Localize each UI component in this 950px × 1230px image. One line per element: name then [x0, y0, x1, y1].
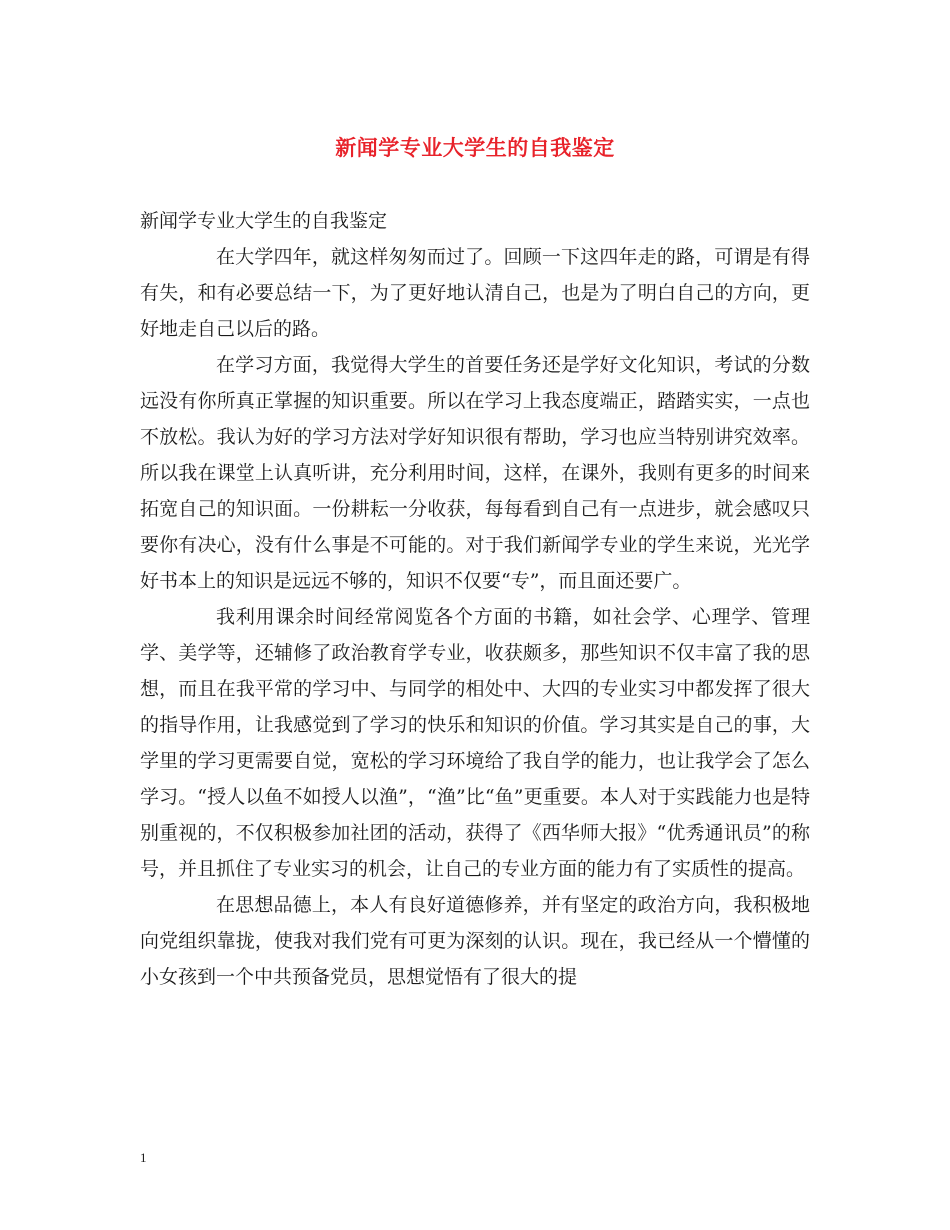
page-number: 1 — [140, 1150, 147, 1165]
document-body — [140, 203, 810, 995]
document-subtitle: 新闻学专业大学生的自我鉴定 — [140, 210, 388, 232]
paragraph-intro: 在大学四年，就这样匆匆而过了。回顾一下这四年走的路，可谓是有得有失，和有必要总结一下，为了更好地认清自己，也是为了明白自己的方向，更好地走自己以后的路。 — [140, 246, 810, 340]
paragraph-study: 在学习方面，我觉得大学生的首要任务还是学好文化知识，考试的分数远没有你所真正掌握的知识重要。所以在学习上我态度端正，踏踏实实，一点也不放松。我认为好的学习方法对学好知识很有帮助，学习也应当特别讲究效率。所以我在课堂上认真听讲，充分利用时间，这样，在课外，我则有更多的时间来拓宽自己的知识面。一份耕耘一分收获，每每看到自己有一点进步，就会感叹只要你有决心，没有什么事是不可能的。对于我们新闻学专业的学生来说，光光学好书本上的知识是远远不够的，知识不仅要“专”，而且面还要广。 — [140, 354, 810, 592]
paragraph-reading: 我利用课余时间经常阅览各个方面的书籍，如社会学、心理学、管理学、美学等，还辅修了政治教育学专业，收获颇多，那些知识不仅丰富了我的思想，而且在我平常的学习中、与同学的相处中、大四的专业实习中都发挥了很大的指导作用，让我感觉到了学习的快乐和知识的价值。学习其实是自己的事，大学里的学习更需要自觉，宽松的学习环境给了我自学的能力，也让我学会了怎么学习。“授人以鱼不如授人以渔”，“渔”比“鱼”更重要。本人对于实践能力也是特别重视的，不仅积极参加社团的活动，获得了《西华师大报》“优秀通讯员”的称号，并且抓住了专业实习的机会，让自己的专业方面的能力有了实质性的提高。 — [140, 606, 810, 880]
paragraph-morality: 在思想品德上，本人有良好道德修养，并有坚定的政治方向，我积极地向党组织靠拢，使我对我们党有可更为深刻的认识。现在，我已经从一个懵懂的小女孩到一个中共预备党员，思想觉悟有了很大的提 — [140, 894, 810, 988]
document-title: 新闻学专业大学生的自我鉴定 — [335, 135, 615, 160]
